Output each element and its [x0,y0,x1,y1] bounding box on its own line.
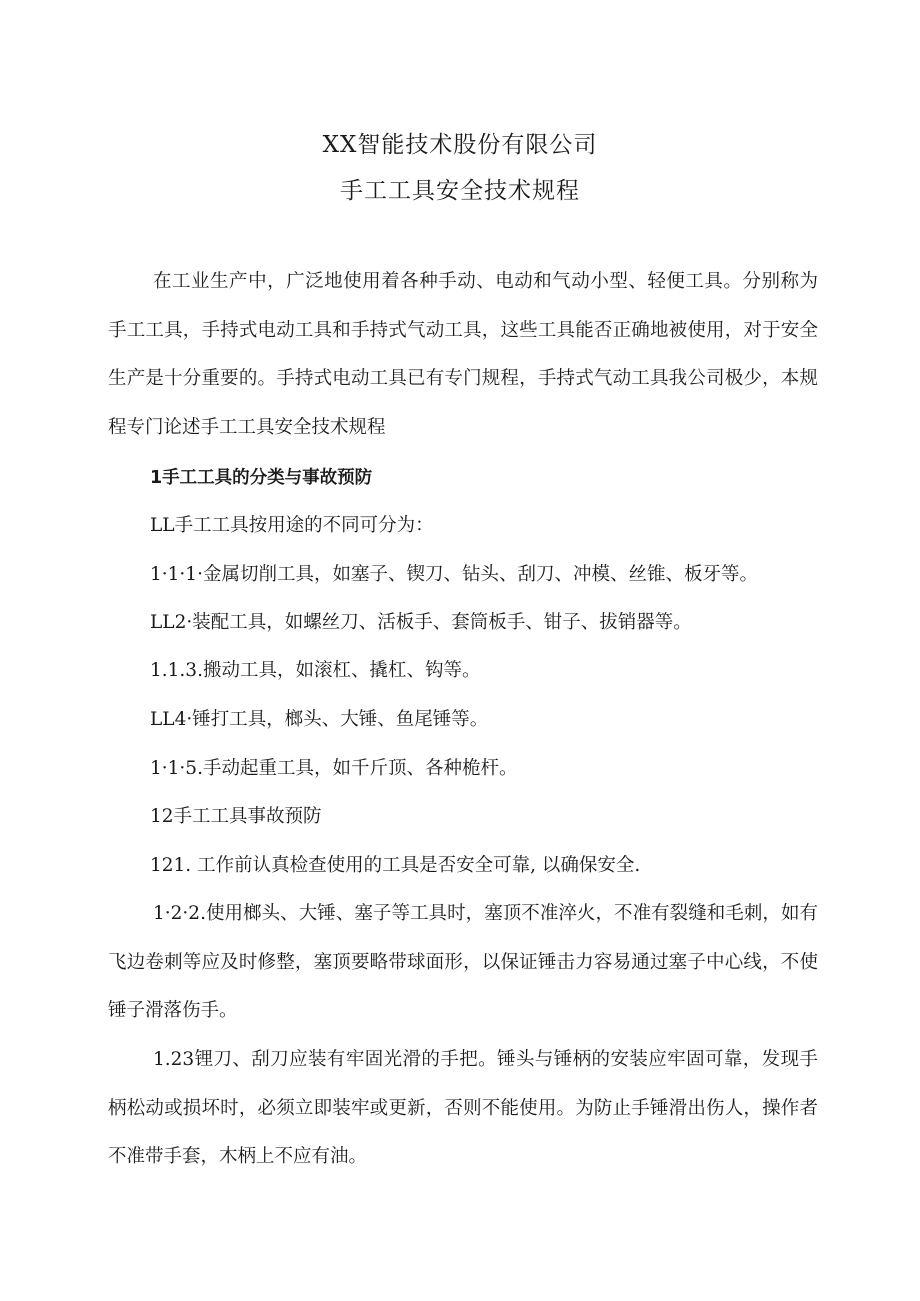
document-title: 手工工具安全技术规程 [340,178,580,204]
item-1-2-2: 1·2·2.使用榔头、大锤、塞子等工具时，塞顶不准淬火，不准有裂缝和毛刺，如有飞边卷刺等应及时修整，塞顶要略带球面形，以保证锤击力容易通过塞子中心线，不使锤子滑落伤手。 [108,903,818,1021]
item-1-2-3: 1.23锂刀、刮刀应装有牢固光滑的手把。锤头与锤柄的安装应牢固可靠，发现手柄松动或损坏时，必须立即装牢或更新，否则不能使用。为防止手锤滑出伤人，操作者不准带手套，木柄上不应有油。 [108,1049,818,1167]
item-1-2-1: 121. 工作前认真检查使用的工具是否安全可靠, 以确保安全. [150,855,641,876]
item-1-1-4: LL4·锤打工具，榔头、大锤、鱼尾锤等。 [150,709,489,730]
section-1-2-heading: 12手工工具事故预防 [150,806,322,827]
item-1-1-3: 1.1.3.搬动工具，如滚杠、撬杠、钩等。 [150,660,481,681]
section-1-1-heading: LL手工工具按用途的不同可分为： [150,515,434,536]
section-1-heading: 1手工工具的分类与事故预防 [150,468,373,488]
item-1-1-2: LL2·装配工具，如螺丝刀、活板手、套筒板手、钳子、拔销器等。 [150,612,692,633]
company-title: XX智能技术股份有限公司 [322,132,598,158]
item-1-1-1: 1·1·1·金属切削工具，如塞子、锲刀、钻头、刮刀、冲模、丝锥、板牙等。 [150,564,758,585]
item-1-1-5: 1·1·5.手动起重工具，如千斤顶、各种桅杆。 [150,758,518,779]
intro-paragraph: 在工业生产中，广泛地使用着各种手动、电动和气动小型、轻便工具。分别称为手工工具，手持式电动工具和手持式气动工具，这些工具能否正确地被使用，对于安全生产是十分重要的。手持式电动工具已有专门规程，手持式气动工具我公司极少，本规程专门论述手工工具安全技术规程 [108,271,818,438]
